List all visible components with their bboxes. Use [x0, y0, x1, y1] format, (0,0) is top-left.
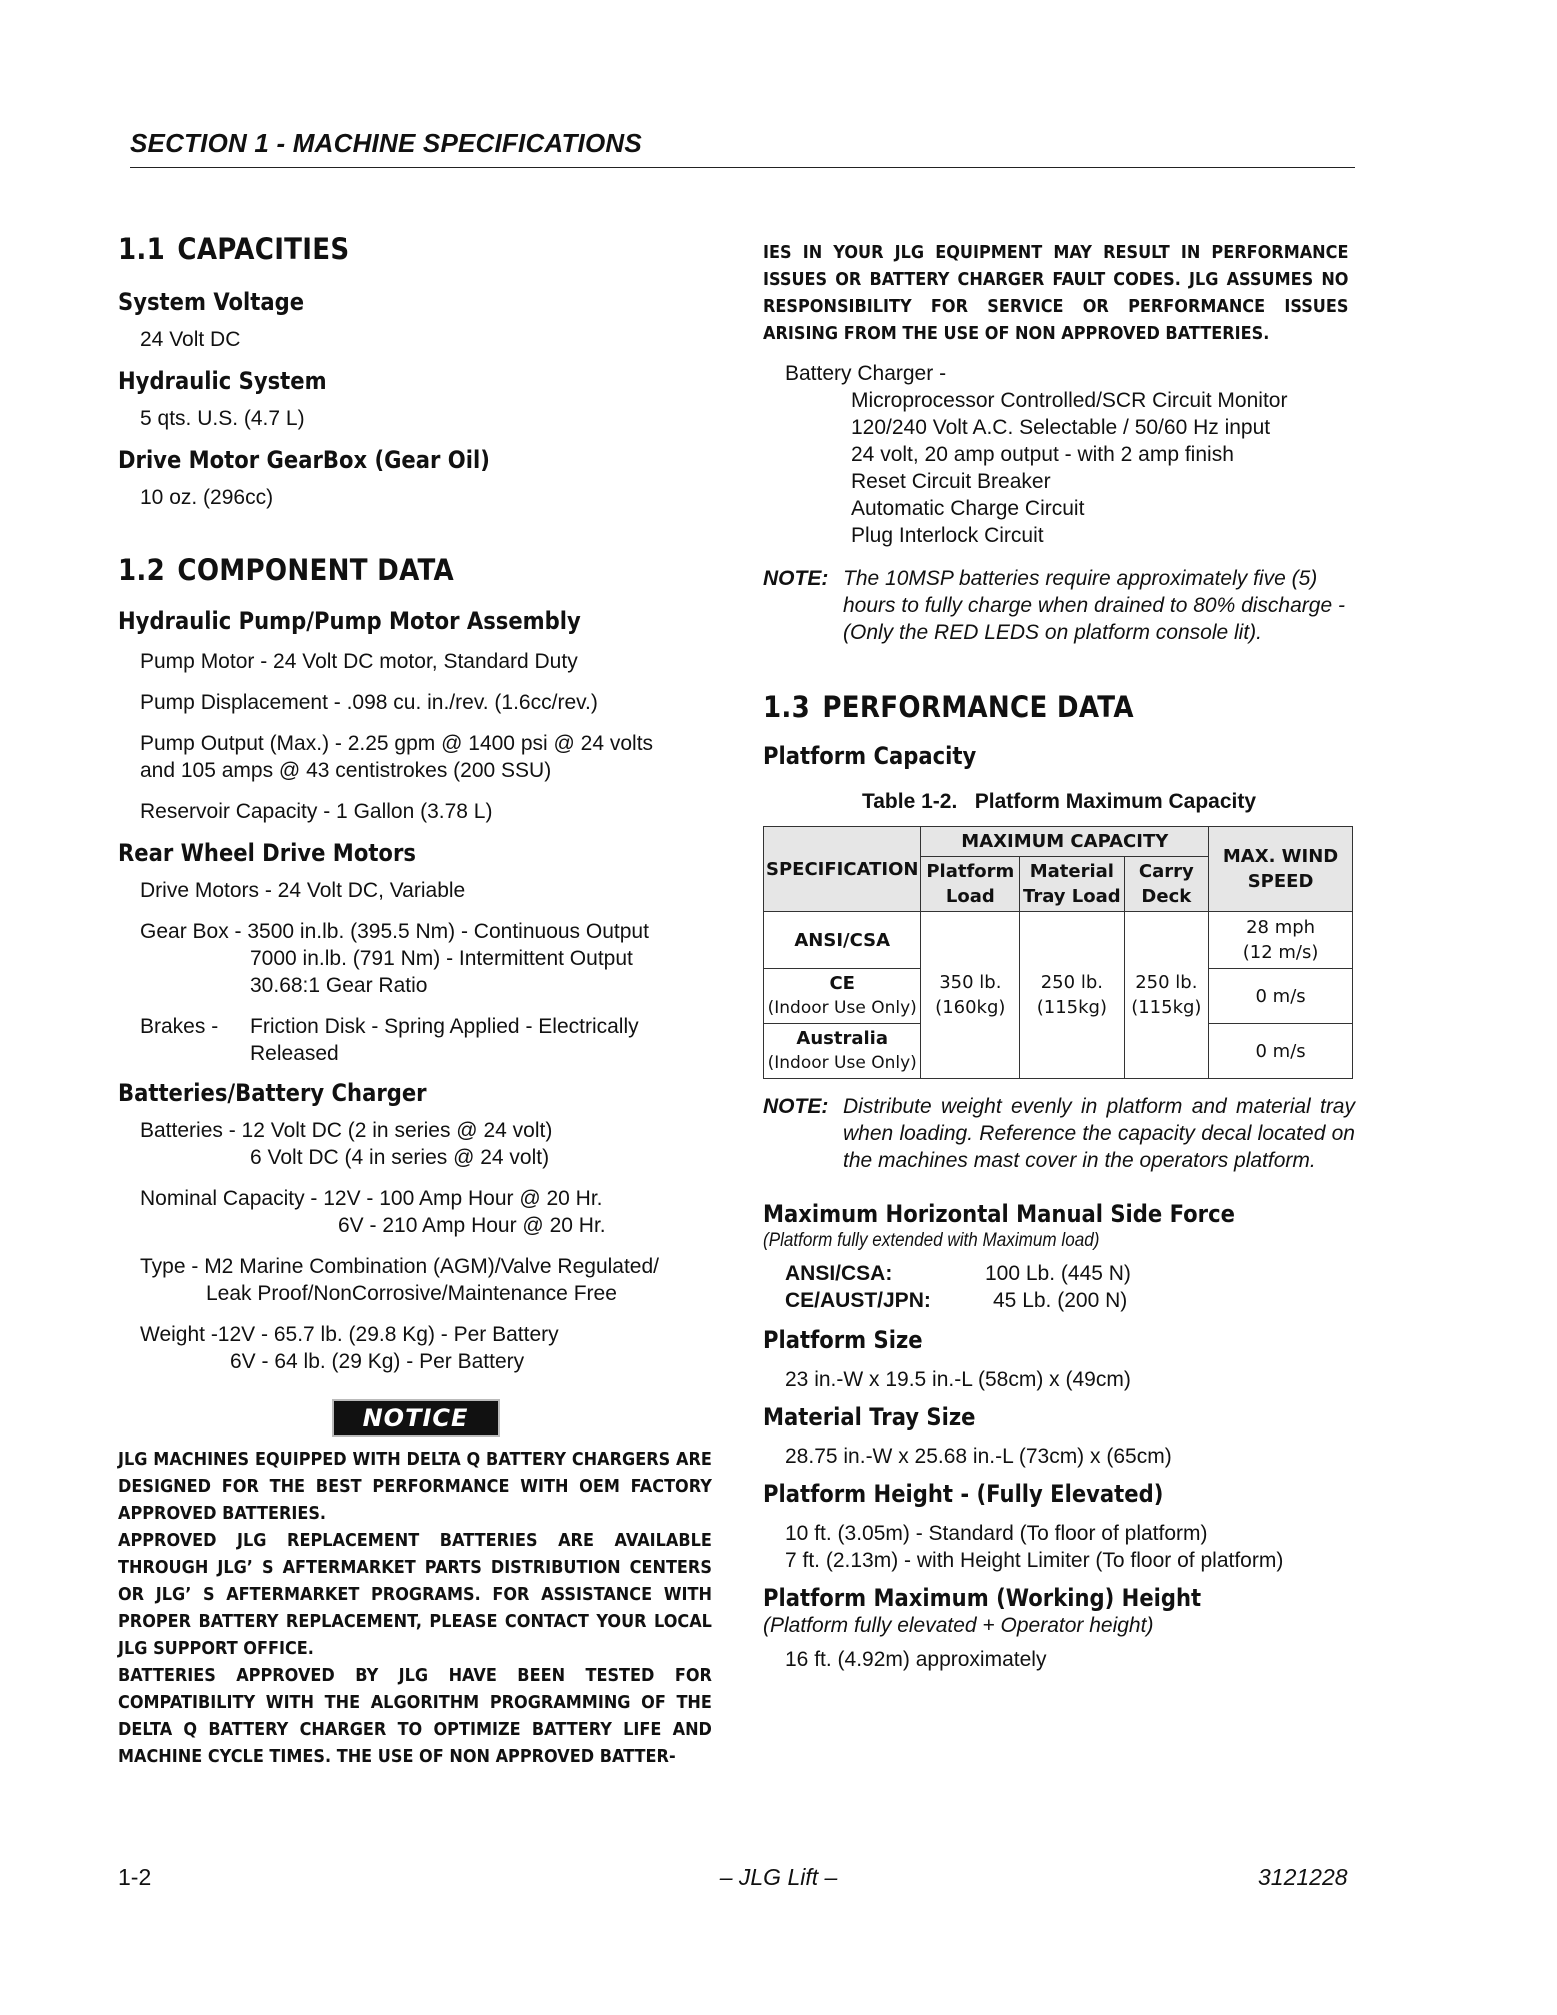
heading-capacities: 1.1 CAPACITIES — [118, 232, 350, 266]
charger-line: 24 volt, 20 amp output - with 2 amp finish — [851, 443, 1234, 466]
ce-force-row — [763, 1287, 1355, 1314]
platform-capacity-title: Platform Capacity — [763, 742, 977, 770]
col-maximum-capacity: MAXIMUM CAPACITY — [921, 827, 1209, 857]
type-2: Leak Proof/NonCorrosive/Maintenance Free — [206, 1282, 617, 1305]
type-1: Type - M2 Marine Combination (AGM)/Valve Regulated/ — [140, 1255, 659, 1278]
pump-assembly-title: Hydraulic Pump/Pump Motor Assembly — [118, 607, 581, 635]
section-header: SECTION 1 - MACHINE SPECIFICATIONS — [130, 128, 1355, 168]
table-row — [764, 912, 1353, 969]
pump-output-2: and 105 amps @ 43 centistrokes (200 SSU) — [140, 759, 552, 782]
row-australia: Australia (Indoor Use Only) — [764, 1024, 921, 1079]
platform-height-1: 10 ft. (3.05m) - Standard (To floor of platform) — [785, 1522, 1208, 1545]
ansi-label: ANSI/CSA: — [785, 1262, 893, 1285]
wind-australia-cell: 0 m/s — [1209, 1024, 1353, 1079]
side-force-title: Maximum Horizontal Manual Side Force — [763, 1200, 1235, 1228]
drive-motors: Drive Motors - 24 Volt DC, Variable — [140, 879, 466, 902]
brakes-1: Friction Disk - Spring Applied - Electrically — [250, 1015, 639, 1038]
platform-size-value: 23 in.-W x 19.5 in.-L (58cm) x (49cm) — [785, 1368, 1131, 1391]
nominal-1: Nominal Capacity - 12V - 100 Amp Hour @ 20 Hr. — [140, 1187, 603, 1210]
ce-value: 45 Lb. (200 N) — [993, 1289, 1128, 1312]
heading-performance-data: 1.3 PERFORMANCE DATA — [763, 690, 1134, 724]
batteries-title: Batteries/Battery Charger — [118, 1079, 427, 1107]
ansi-force-row — [763, 1260, 1355, 1287]
col-material-tray-load: Material Tray Load — [1020, 857, 1124, 912]
pump-output-1: Pump Output (Max.) - 2.25 gpm @ 1400 psi @ 24 volts — [140, 732, 654, 755]
page-number: 1-2 — [118, 1864, 152, 1890]
notice-para-2: APPROVED JLG REPLACEMENT BATTERIES ARE AVAILABLE THROUGH JLG’ S AFTERMARKET PARTS DISTRIBUTION CENTERS OR JLG’ S AFTERMARKET PROGRAMS. FOR ASSISTANCE WITH PROPER BATTERY REPLACEMENT, PLEASE CONTACT YOUR LOCAL JLG SUPPORT OFFICE. — [118, 1531, 712, 1659]
ce-label: CE/AUST/JPN: — [785, 1289, 931, 1312]
col-max-wind-speed: MAX. WIND SPEED — [1209, 827, 1353, 912]
notice-badge: NOTICE — [332, 1399, 500, 1437]
batteries-2: 6 Volt DC (4 in series @ 24 volt) — [250, 1146, 550, 1169]
note-text: The 10MSP batteries require approximately five (5) hours to fully charge when drained to 80% discharge - (Only the RED LEDS on platform console lit). — [843, 567, 1345, 644]
hydraulic-system-title: Hydraulic System — [118, 367, 327, 395]
table-header-row — [764, 827, 1353, 857]
system-voltage-value: 24 Volt DC — [140, 328, 241, 351]
brakes-row — [118, 1013, 713, 1067]
weight-1: Weight -12V - 65.7 lb. (29.8 Kg) - Per Battery — [140, 1323, 559, 1346]
reservoir-capacity: Reservoir Capacity - 1 Gallon (3.78 L) — [140, 800, 493, 823]
gear-box-1: Gear Box - 3500 in.lb. (395.5 Nm) - Continuous Output — [140, 920, 649, 943]
loading-note — [763, 1093, 1355, 1174]
charger-line: Plug Interlock Circuit — [851, 524, 1044, 547]
row-ansi-csa: ANSI/CSA — [764, 912, 921, 969]
platform-height-title: Platform Height - (Fully Elevated) — [763, 1480, 1164, 1508]
ansi-value: 100 Lb. (445 N) — [985, 1262, 1131, 1285]
gearbox-oil-value: 10 oz. (296cc) — [140, 486, 274, 509]
charger-specs — [763, 387, 1355, 549]
working-height-subtitle: (Platform fully elevated + Operator height) — [763, 1614, 1154, 1637]
hydraulic-system-value: 5 qts. U.S. (4.7 L) — [140, 407, 305, 430]
left-column — [118, 232, 713, 1771]
capacity-table — [763, 826, 1353, 1079]
brakes-2: Released — [250, 1042, 339, 1065]
weight-2: 6V - 64 lb. (29 Kg) - Per Battery — [230, 1350, 525, 1373]
notice-para-3: BATTERIES APPROVED BY JLG HAVE BEEN TESTED FOR COMPATIBILITY WITH THE ALGORITHM PROGRAMMING OF THE DELTA Q BATTERY CHARGER TO OPTIMIZE BATTERY LIFE AND MACHINE CYCLE TIMES. THE USE OF NON APPROVED BATTER- — [118, 1666, 712, 1767]
note-label: NOTE: — [763, 1095, 829, 1118]
charger-line: Microprocessor Controlled/SCR Circuit Monitor — [851, 389, 1288, 412]
col-carry-deck: Carry Deck — [1124, 857, 1209, 912]
charger-line: Automatic Charge Circuit — [851, 497, 1085, 520]
pump-displacement: Pump Displacement - .098 cu. in./rev. (1.6cc/rev.) — [140, 691, 598, 714]
platform-height-2: 7 ft. (2.13m) - with Height Limiter (To floor of platform) — [785, 1549, 1284, 1572]
row-ce: CE (Indoor Use Only) — [764, 969, 921, 1024]
platform-size-title: Platform Size — [763, 1326, 923, 1354]
col-specification: SPECIFICATION — [764, 827, 921, 912]
notice-para-1: JLG MACHINES EQUIPPED WITH DELTA Q BATTERY CHARGERS ARE DESIGNED FOR THE BEST PERFORMANCE WITH OEM FACTORY APPROVED BATTERIES. — [118, 1450, 712, 1524]
tray-load-cell: 250 lb. (115kg) — [1020, 912, 1124, 1079]
batteries-1: Batteries - 12 Volt DC (2 in series @ 24 volt) — [140, 1119, 553, 1142]
platform-load-cell: 350 lb. (160kg) — [921, 912, 1020, 1079]
gear-box-3: 30.68:1 Gear Ratio — [250, 974, 428, 997]
heading-component-data: 1.2 COMPONENT DATA — [118, 553, 455, 587]
tray-size-title: Material Tray Size — [763, 1403, 976, 1431]
charger-line: 120/240 Volt A.C. Selectable / 50/60 Hz input — [851, 416, 1271, 439]
gear-box-2: 7000 in.lb. (791 Nm) - Intermittent Output — [250, 947, 633, 970]
gearbox-oil-title: Drive Motor GearBox (Gear Oil) — [118, 446, 490, 474]
rear-drive-title: Rear Wheel Drive Motors — [118, 839, 416, 867]
footer-brand: – JLG Lift – — [719, 1864, 838, 1890]
note-text: Distribute weight evenly in platform and material tray when loading. Reference the capacity decal located on the machines mast cover in the operators platform. — [843, 1095, 1355, 1172]
note-label: NOTE: — [763, 567, 829, 590]
battery-charger-label: Battery Charger - — [785, 362, 947, 385]
table-caption: Table 1-2. Platform Maximum Capacity — [861, 790, 1257, 813]
wind-ansi-cell: 28 mph (12 m/s) — [1209, 912, 1353, 969]
tray-size-value: 28.75 in.-W x 25.68 in.-L (73cm) x (65cm) — [785, 1445, 1172, 1468]
side-force-subtitle: (Platform fully extended with Maximum load) — [763, 1230, 1100, 1251]
col-platform-load: Platform Load — [921, 857, 1020, 912]
charger-line: Reset Circuit Breaker — [851, 470, 1051, 493]
brakes-label: Brakes - — [140, 1015, 219, 1038]
document-number: 3121228 — [1258, 1864, 1348, 1890]
pump-motor: Pump Motor - 24 Volt DC motor, Standard Duty — [140, 650, 578, 673]
deck-load-cell: 250 lb. (115kg) — [1124, 912, 1209, 1079]
charging-note — [763, 565, 1355, 646]
right-column — [763, 240, 1355, 1673]
working-height-title: Platform Maximum (Working) Height — [763, 1584, 1202, 1612]
nominal-2: 6V - 210 Amp Hour @ 20 Hr. — [338, 1214, 606, 1237]
system-voltage-title: System Voltage — [118, 288, 305, 316]
wind-ce-cell: 0 m/s — [1209, 969, 1353, 1024]
notice-para-3-cont: IES IN YOUR JLG EQUIPMENT MAY RESULT IN PERFORMANCE ISSUES OR BATTERY CHARGER FAULT CODES. JLG ASSUMES NO RESPONSIBILITY FOR SERVICE OR PERFORMANCE ISSUES ARISING FROM THE USE OF NON APPROVED BATTERIES. — [763, 243, 1349, 344]
working-height-value: 16 ft. (4.92m) approximately — [785, 1648, 1047, 1671]
